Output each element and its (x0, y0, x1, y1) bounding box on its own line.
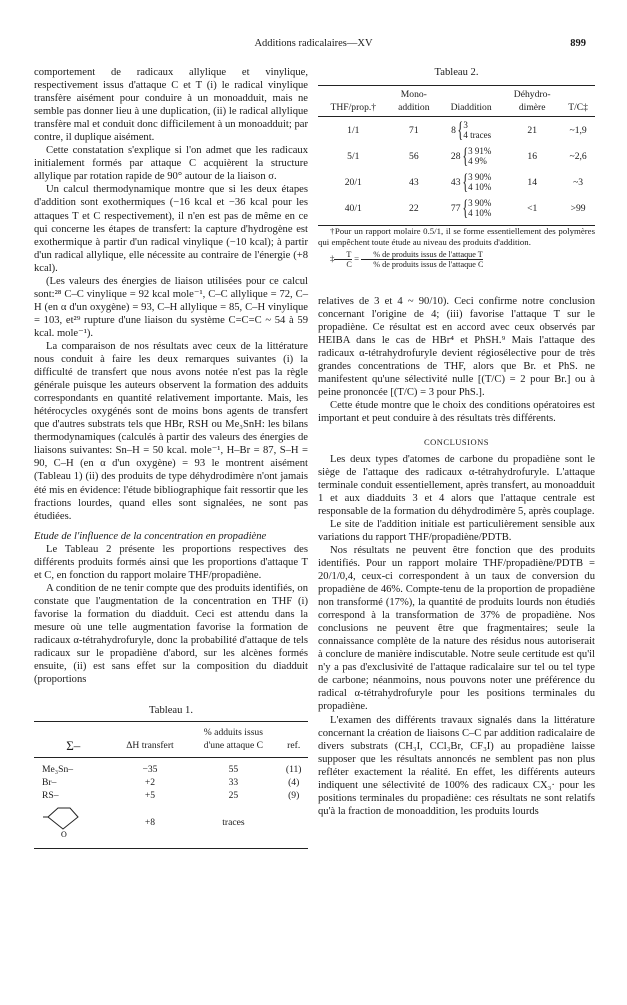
table-1 (34, 721, 308, 849)
table1-header-sigma: Σ– (34, 739, 113, 758)
table1-header-pct-line1: % adduits issus (187, 722, 279, 740)
running-head (0, 38, 627, 54)
conclusions-heading: CONCLUSIONS (423, 436, 489, 447)
table-row: Br– +2 33 (4) (42, 777, 300, 789)
paragraph: Nos résultats ne peuvent être fonction que des produits identifiés. Pour un rapport molaire THF/propadiène/PDTB = 20/1/0,4, ceux-ci correspondent à un taux de conversion du propadiène de 46%. Compte-tenu de la proportion de propadiène non transformé (17%), la quantité de produits lourds non étudiés correspond à la transformation de 37% de propadiène. Nos conclusions ne peuvent être que fragmentaires; seule la connaissance complète de la nature des résidus nous autoriserait à conclure de manière indiscutable. Notre seule certitude est qu'il n'y a pas d'exclusivité de l'attaque radicalaire sur tel ou tel type de carbone; néanmoins, nous pouvons noter une préférence du radical α-tétrahydrofuryle pour les positions terminales du propadiène. (318, 544, 595, 713)
table2-footnote-1: †Pour un rapport molaire 0.5/1, il se forme essentiellement des polymères qui empêchent toute étude au niveau des produits d'addition. (318, 226, 595, 248)
table1-header-ref: ref. (279, 739, 308, 758)
table2-header-diaddition: Diaddition (439, 101, 503, 117)
table2-header-mono-b: addition (389, 101, 439, 117)
paragraph: (Les valeurs des énergies de liaison utilisées pour ce calcul sont:²⁸ C–C vinylique = 92 kcal mole⁻¹, C–C allylique = 72, C–H (en α d'un oxygène) = 93, C–H allylique = 85, C–H vinylique = 103, et²⁹ rupture d'une liaison du système C=C=C ~ 54 à 59 kcal. mole⁻¹). (34, 275, 308, 339)
footnote-lhs-fraction: $\frac{T}{C}$ (334, 250, 351, 269)
paragraph: Cette étude montre que le choix des conditions opératoires est important et peut conduire à des résultats très différents. (318, 400, 595, 425)
right-column (318, 66, 595, 818)
paragraph: La comparaison de nos résultats avec ceux de la littérature nous conduit à faire les deux remarques suivantes (i) la difficulté de transfert que nous avons notée n'est pas la règle générale puisque les auteurs observent la formation des adduits correspondants en quantité relativement importante. Mais, les hétérocycles oxygénés sont de moins bons agents de transfert que d'autres substrats tels que HBr, RSH ou Me₃SnH: les bilans thermodynamiques (calculés à partir des valeurs des énergies de liaisons suivantes: Sn–H = 50 kcal. mole⁻¹, H–Br = 87, S–H = 90, C–H (en α d'un oxygène) = 93 le montrent aisément (Tableau 1) (ii) des produits de type déhydrodimère n'ont jamais été mis en évidence: l'étude bibliographique fait ressortir que les fractions lourdes, quand elles sont signalées, ne sont pas étudiées. (34, 340, 308, 522)
tetrahydrofuryl-ring-structure (42, 803, 86, 839)
footnote-rhs-fraction: $\frac{\text{\% de produits issus de l'attaque T}}{\text{\% de produits issus de l'attaque C}}$ (361, 250, 483, 269)
table2-caption: Tableau 2. (434, 67, 479, 78)
table2-header-ratio: THF/prop.† (318, 101, 389, 117)
left-column (34, 66, 308, 849)
table2-footnote-2: ‡ $\frac{T}{C}$ = $\frac{\text{\% de produits issus de l'attaque T}}{\text{\% de produits issus de l'attaque C}}$ (330, 250, 484, 270)
paragraph: relatives de 3 et 4 ~ 90/10). Ceci confirme notre conclusion concernant l'origine de 4; (iii) favorise l'attaque T sur le propadiène. Ce résultat est en accord avec ceux observés par HEIBA dans le cas de HBr⁴ et PhSH.⁹ Mais l'attaque des radicaux α-tétrahydrofuryle devient régiosélective pour de très grandes concentrations de THF, alors que Br. et PhS. ne manifestent qu'une sélectivité nulle [(T/C) = 2 pour Br.] ou à peine prononcée [(T/C) = 3 pour PhS.]. (318, 296, 595, 399)
table-row: 20/1 43 43 { 3 90% 4 10% 14 ~3 (344, 169, 584, 195)
table2-header-dehydro-b: dimère (503, 101, 561, 117)
table-2 (318, 85, 595, 226)
paragraph: Cette constatation s'explique si l'on admet que les radicaux initialement formés par attaque C acquièrent la structure allylique par rotation rapide de 90° autour de la liaison σ. (34, 145, 308, 183)
paragraph: L'examen des différents travaux signalés dans la littérature concernant la création de liaisons C–C par addition radicalaire de divers substrats (CH₃I, CCl₃Br, CF₃I) au propadiène laisse supposer que les résultats annoncés ne semblent pas non plus refléter exactement la réalité. En effet, les différents auteurs indiquent une sélectivité de 100% des radicaux CX₃· pour les positions terminales du propadiène: ces résultats ne sont relatifs qu'à la fraction de monoaddition, les produits lourds (318, 714, 595, 817)
table2-header-dehydro-a: Déhydro- (503, 86, 561, 102)
table-row: 1/1 71 8 { 3 4 traces 21 ~1,9 (347, 117, 587, 143)
table-row: 5/1 56 28 { 3 91% 4 9% 16 ~2,6 (347, 143, 587, 169)
paragraph: Un calcul thermodynamique montre que si les deux étapes d'addition sont exothermiques (−16 kcal et −36 kcal pour les attaques T et C respectivement), il n'en est pas de même en ce qui concerne les étapes de transfert: la capture d'hydrogène est exothermique à partir d'un radical vinylique (−10 kcal); à partir d'un radical allylique, elle nécessite au contraire de l'énergie (+8 kcal). (34, 184, 308, 274)
table-row: O +8 traces (34, 802, 308, 849)
paragraph: comportement de radicaux allylique et vinylique, respectivement issus d'attaque C et T (i) le radical vinylique transfère aisément pour conduire à un monoadduit, mais ne semble pas donner lieu à une duplication, (ii) le radical allylique transfère mal et conduit donc difficilement à un monoadduit; par contre, il duplique aisément. (34, 67, 308, 144)
ring-oxygen-label: O (61, 830, 67, 840)
table1-header-dh: ΔH transfert (113, 739, 188, 758)
table-row: RS– +5 25 (9) (42, 790, 300, 802)
paragraph: A condition de ne tenir compte que des produits identifiés, on constate que l'augmentation de la concentration en THF (i) favorise la formation du diadduit. Ceci est attendu dans la mesure où une telle augmentation favorise la formation de radicaux α-tétrahydrofuryle, donc la probabilité d'attaque de tels radicaux sur le propadiène d'abord, sur les alcènes formés ensuite, (ii) est sans effet sur la composition du diadduit (proportions (34, 582, 308, 686)
paragraph: Le site de l'addition initiale est particulièrement sensible aux variations du rapport THF/propadiène/PDTB. (318, 518, 595, 543)
table1-header-pct-line2: d'une attaque C (187, 739, 279, 758)
table2-header-tc: T/C‡ (561, 101, 595, 117)
table-row: 40/1 22 77 { 3 90% 4 10% <1 >99 (318, 195, 595, 226)
table1-caption: Tableau 1. (149, 705, 193, 717)
paragraph: Le Tableau 2 présente les proportions respectives des différents produits formés ainsi que les proportions d'attaque T et C, en fonction du rapport molaire THF/propadiène. (34, 543, 308, 581)
table-row: Me₃Sn– −35 55 (11) (42, 764, 302, 776)
running-title: Additions radicalaires—XV (254, 38, 373, 49)
section-title: Etude de l'influence de la concentration en propadiène (34, 530, 267, 542)
table2-header-mono-a: Mono- (389, 86, 439, 102)
page-number: 899 (570, 38, 586, 49)
paragraph: Les deux types d'atomes de carbone du propadiène sont le siège de l'attaque des radicaux α-tétrahydrofuryle. L'attaque terminale conduit essentiellement, après transfert, au monoadduit 1 et aux diadduits 3 et 4 alors que l'attaque centrale est responsable de la formation du déhydrodimère 5, après couplage. (318, 453, 595, 517)
